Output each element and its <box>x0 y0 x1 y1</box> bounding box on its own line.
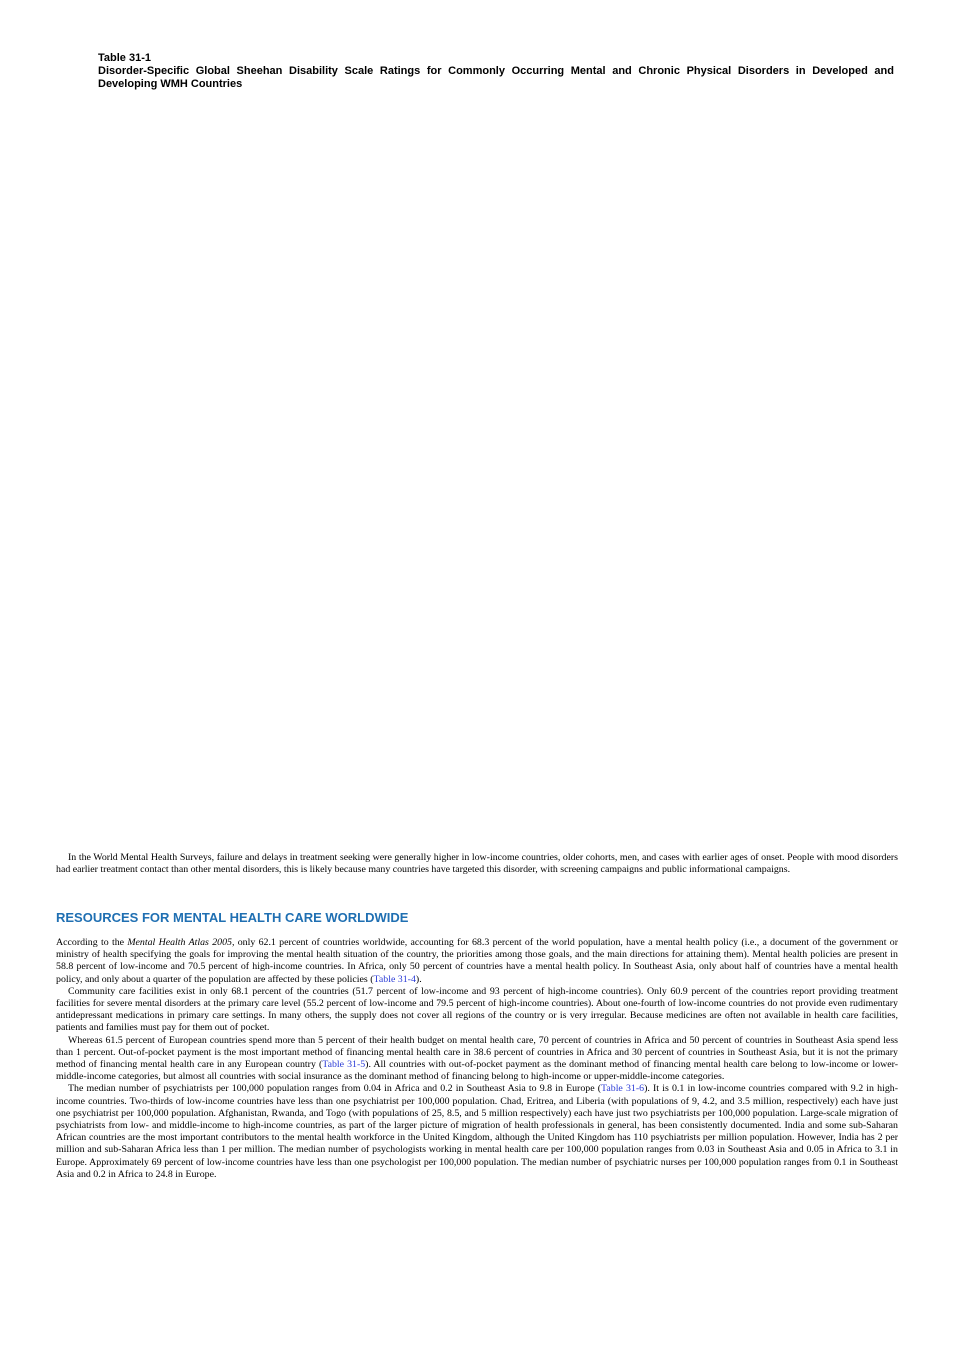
paragraph-text: The median number of psychiatrists per 100,000 population ranges from 0.04 in Africa and 0.2 in Southeast Asia to 9.8 in Europe ( <box>68 1083 602 1095</box>
paragraph-community-care: Community care facilities exist in only 68.1 percent of the countries (51.7 percent of low-income and 93 percent of high-income countries). Only 60.9 percent of the countries report providing treatment facilities for severe mental disorders at the primary care level (55.2 percent of low-income and 79.5 percent of high-income countries). About one-fourth of low-income countries do not provide even rudimentary antidepressant medications in primary care settings. In many others, the supply does not cover all regions of the country or is very irregular. Because medicines are often not available in health care facilities, patients and families must pay for them out of pocket. <box>56 985 898 1034</box>
intro-paragraph: In the World Mental Health Surveys, failure and delays in treatment seeking were generally higher in low-income countries, older cohorts, men, and cases with earlier ages of onset. People with mood disorders had earlier treatment contact than other mental disorders, this is likely because many countries have targeted this disorder, with screening campaigns and public informational campaigns. <box>56 852 898 876</box>
atlas-title: Mental Health Atlas 2005, <box>127 937 235 948</box>
table-title: Disorder-Specific Global Sheehan Disability Scale Ratings for Commonly Occurring Mental and Chronic Physical Disorders in Developed and Developing WMH Countries <box>98 65 894 90</box>
body-text <box>56 937 898 1181</box>
table-31-5-link[interactable]: Table 31-5 <box>322 1059 366 1071</box>
paragraph-financing <box>56 1035 898 1084</box>
paragraph-text: ). <box>415 973 422 985</box>
table-31-6-link[interactable]: Table 31-6 <box>601 1083 645 1095</box>
paragraph-text: Whereas 61.5 percent of European countries spend more than 5 percent of their health budget on mental health care, 70 percent of countries in Africa and 50 percent of countries in Southeast Asia spend less than 1 percent. Out-of-pocket payment is the most important method of financing mental health care in 38.6 percent of countries in Africa and 30 percent of countries in Southeast Asia, but it is not the primary method of financing mental health care in any European country ( <box>56 1034 898 1071</box>
intro-section <box>56 852 898 876</box>
table-31-4-link[interactable]: Table 31-4 <box>373 973 416 985</box>
paragraph-workforce <box>56 1083 898 1181</box>
paragraph-text: ). All countries with out-of-pocket payment as the dominant method of financing mental health care belong to low-income or lower-middle-income categories, but almost all countries with social insurance as the dominant method of financing belong to high-income or upper-middle-income categories. <box>56 1059 898 1083</box>
paragraph-policy <box>56 937 898 986</box>
paragraph-text: According to the <box>56 937 128 948</box>
paragraph-text: only 62.1 percent of countries worldwide, accounting for 68.3 percent of the world population, have a mental health policy (i.e., a document of the government or ministry of health specifying the goals for improving the mental health situation of the country, the priorities among those goals, and the main directions for attaining them). Mental health policies are present in 58.8 percent of low-income and 70.5 percent of high-income countries. In Africa, only 50 percent of countries have a mental health policy. In Southeast Asia, only about half of countries have a mental health policy, and only about a quarter of the population are affected by these policies ( <box>56 937 898 985</box>
table-number: Table 31-1 <box>98 52 151 64</box>
section-heading: RESOURCES FOR MENTAL HEALTH CARE WORLDWIDE <box>56 910 409 925</box>
paragraph-text: ). It is 0.1 in low-income countries compared with 9.2 in high-income countries. Two-thirds of low-income countries have less than one psychiatrist per 100,000 population. Chad, Eritrea, and Liberia (with populations of 9, 4.2, and 3.5 million, respectively) each have just one psychiatrist per 100,000 population. Afghanistan, Rwanda, and Togo (with populations of 25, 8.5, and 5 million respectively) each have just two psychiatrists per 100,000 population. Large-scale migration of psychiatrists from low- and middle-income to high-income countries, as part of the larger picture of migration of health professionals in general, has been consistently documented. India and some sub-Saharan African countries are the most important contributors to the mental health workforce in the United Kingdom, although the United Kingdom has 110 psychiatrists per million population. However, India has 2 per million and sub-Saharan Africa less than 1 per million. The median number of psychologists working in mental health care per 100,000 population ranges from 0.03 in Southeast Asia and 0.05 in Africa to 3.1 in Europe. Approximately 69 percent of low-income countries have less than one psychologist per 100,000 population. The median number of psychiatric nurses per 100,000 population ranges from 0.1 in Southeast Asia and 0.2 in Africa to 24.8 in Europe. <box>56 1083 898 1180</box>
table-caption <box>98 52 894 91</box>
